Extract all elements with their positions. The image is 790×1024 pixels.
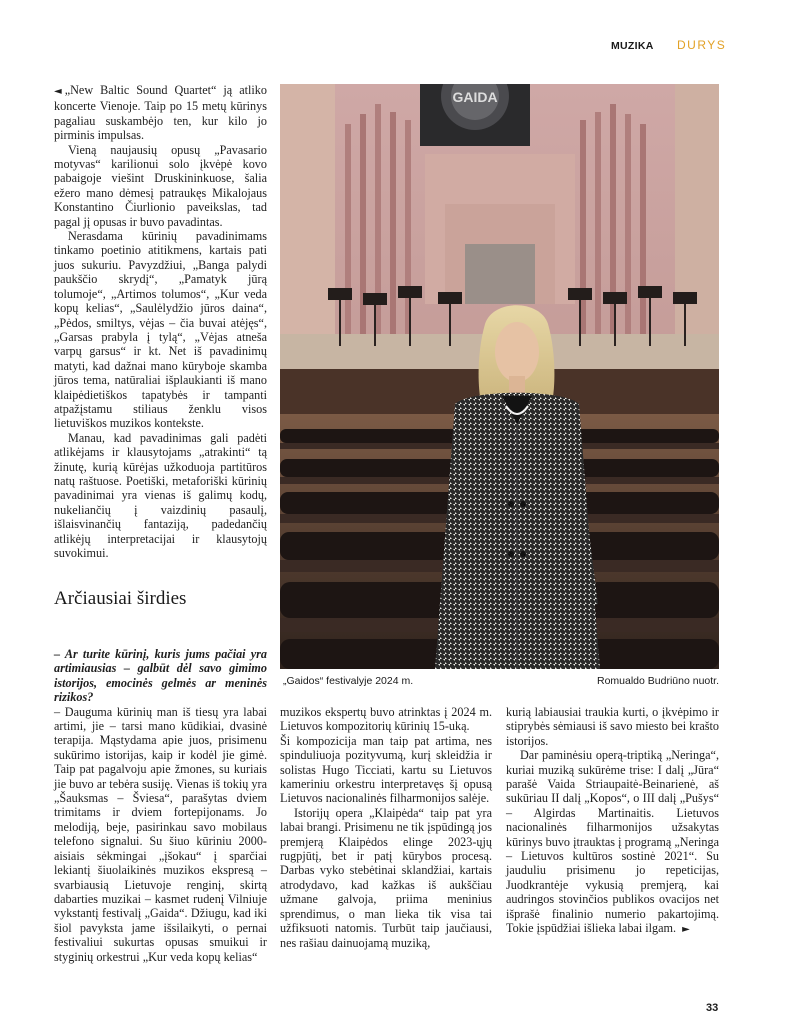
section-heading: Arčiausiai širdies [54,588,187,609]
paragraph: Manau, kad pavadinimas gali padėti atlikėjams ir klausytojams „atrakinti“ tą žinutę, kurią kūrėjas užkoduoja partitūros natų raštuose. Poetiški, metaforiški kūrinių pavadinimai yra vienas iš galimų kodų, nukeliančių į vaizdinių pasaulį, išlaisvinančių fantaziją, padedančių atlikėjų interpretacijai ir klausytojų suvokimui. [54,430,267,560]
interview-question: – Ar turite kūrinį, kuris jums pačiai yra artimiausias – galbūt dėl savo gimimo istorijos, emocinės gelmės ar meninės rizikos? [54,647,267,705]
right-triangle-icon: ► [682,924,690,936]
left-triangle-icon: ◄ [54,86,62,97]
page-number: 33 [706,1002,719,1014]
paragraph: kurią labiausiai traukia kurti, o įkvėpimo ir stiprybės sėmiausi iš savo miesto bei krašto istorijos. [506,705,719,748]
festival-banner [420,84,530,146]
paragraph: Vieną naujausių opusų „Pavasario motyvas“ karilionui solo įkvėpė kovo pabaigoje viešint Druskininkuose, šalia ežero mano dėmesį patraukęs Mikalojaus Konstantino Čiurlionio paveikslas, tad pagal jį opusas ir buvo pavadintas. [54,142,267,229]
paragraph [506,748,719,937]
column-1-upper [54,83,267,560]
paragraph: Nerasdama kūrinių pavadinimams tinkamo poetinio atitikmens, kartais pati juos sukuriu. Pavyzdžiui, „Banga palydi paukščio skrydį“, „Pamatyk jūrą tolumoje“, „Artimos tolumos“, „Kur veda kopų kelias“, „Saulėlydžio jūros daina“, „Pėdos, smiltys, vėjas – čia buvai atėjęs“, „Garsas prabyla į tylą“, „Vėjas atneša varpų garsus“ ir kt. Net iš pavadinimų matyti, kad dažnai mano kūryboje skamba jūros tema, natūraliai išplaukianti iš mano klaipėdietiškos tapatybės ir tampanti atpažįstamu stiliaus ženklu visos lietuviškos muzikos kontekste. [54,229,267,431]
photo-credit: Romualdo Budriūno nuotr. [597,675,719,687]
paragraph-text: „New Baltic Sound Quartet“ ją atliko koncerte Vienoje. Taip po 15 metų kūrinys pagaliau suskambėjo ten, kur kilo jo pirminis impulsas. [54,83,267,143]
concert-hall-photo [280,84,719,669]
magazine-brand: DURYS [677,38,727,52]
banner-text: GAIDA [452,89,498,105]
column-3 [506,705,719,938]
photo-caption: „Gaidos“ festivalyje 2024 m. [283,675,414,687]
column-2 [280,705,492,950]
paragraph [54,83,267,143]
paragraph: muzikos ekspertų buvo atrinktas į 2024 m. Lietuvos kompozitorių kūrinių 15-uką. [280,705,492,734]
paragraph-text: Dar paminėsiu operą-triptiką „Neringa“, kuriai muziką sukūrėme trise: I dalį „Jūra“ parašė Vaida Striaupaitė-Beinarienė, aš sukūriau II dalį „Kopos“, o III dalį „Pušys“ – Algirdas Martinaitis. Lietuvos nacionalinės filharmonijos užsakytas kūrinys buvo įtrauktas į programą „Neringa – Lietuvos kultūros sostinė 2021“. Su jauduliu prisimenu jo repeticijas, Juodkrantėje vykusią premjerą, kai audringos stovinčios publikos ovacijos net išprašė finalinio numerio pakartojimą. Tokie įspūdžiai išlieka labai ilgam. [506,748,719,936]
interview-answer: – Dauguma kūrinių man iš tiesų yra labai artimi, jie – tarsi mano kūdikiai, dvasinė terapija. Mąstydama apie juos, prisimenu sukūrimo istorijas, kaip ir kodėl jie gimė. Taip pat pagalvoju apie žmones, su kuriais jie buvo ar tebėra susiję. Vienas iš tokių yra „Šauksmas – Šviesa“, parašytas dviem trimitams ir dviem fortepijonams. Jo melodiją, beje, pasirinkau savo mobilaus telefono signalui. Su šiuo kūriniu 2000-aisiais sėkmingai „įšokau“ į sparčiai lekiantį šiuolaikinės muzikos ekspresą – svarbiausią Lietuvoje renginį, skirtą dabarties muzikai – kasmet rudenį Vilniuje vykstantį festivalį „Gaida“. Džiugu, kad iki šiol pavyksta jame išsilaikyti, o pernai festivaliui sukurtas opusas smuikui ir styginių orkestrui „Kur veda kopų kelias“ [54,704,267,964]
paragraph: Istorijų opera „Klaipėda“ taip pat yra labai brangi. Prisimenu ne tik įspūdingą jos premjerą Klaipėdos elinge 2023-ųjų rugpjūtį, bet ir patį kūrybos procesą. Darbas vyko stebėtinai sklandžiai, kartais atrodydavo, kad kažkas iš aukščiau užmane galvoja, priima meninius sprendimus, o man lieka tik visa tai užfiksuoti natomis. Turbūt taip jaučiausi, nes rašiau dainuojamą muziką, [280,805,492,950]
paragraph: Ši kompozicija man taip pat artima, nes spinduliuoja pozityvumą, kurį skleidžia ir solistas Hugo Ticciati, kartu su Lietuvos kameriniu orkestru interpretavęs šį opusą Lietuvos nacionalinės filharmonijos salėje. [280,733,492,806]
section-label: MUZIKA [611,40,654,52]
column-1-lower [54,647,267,964]
